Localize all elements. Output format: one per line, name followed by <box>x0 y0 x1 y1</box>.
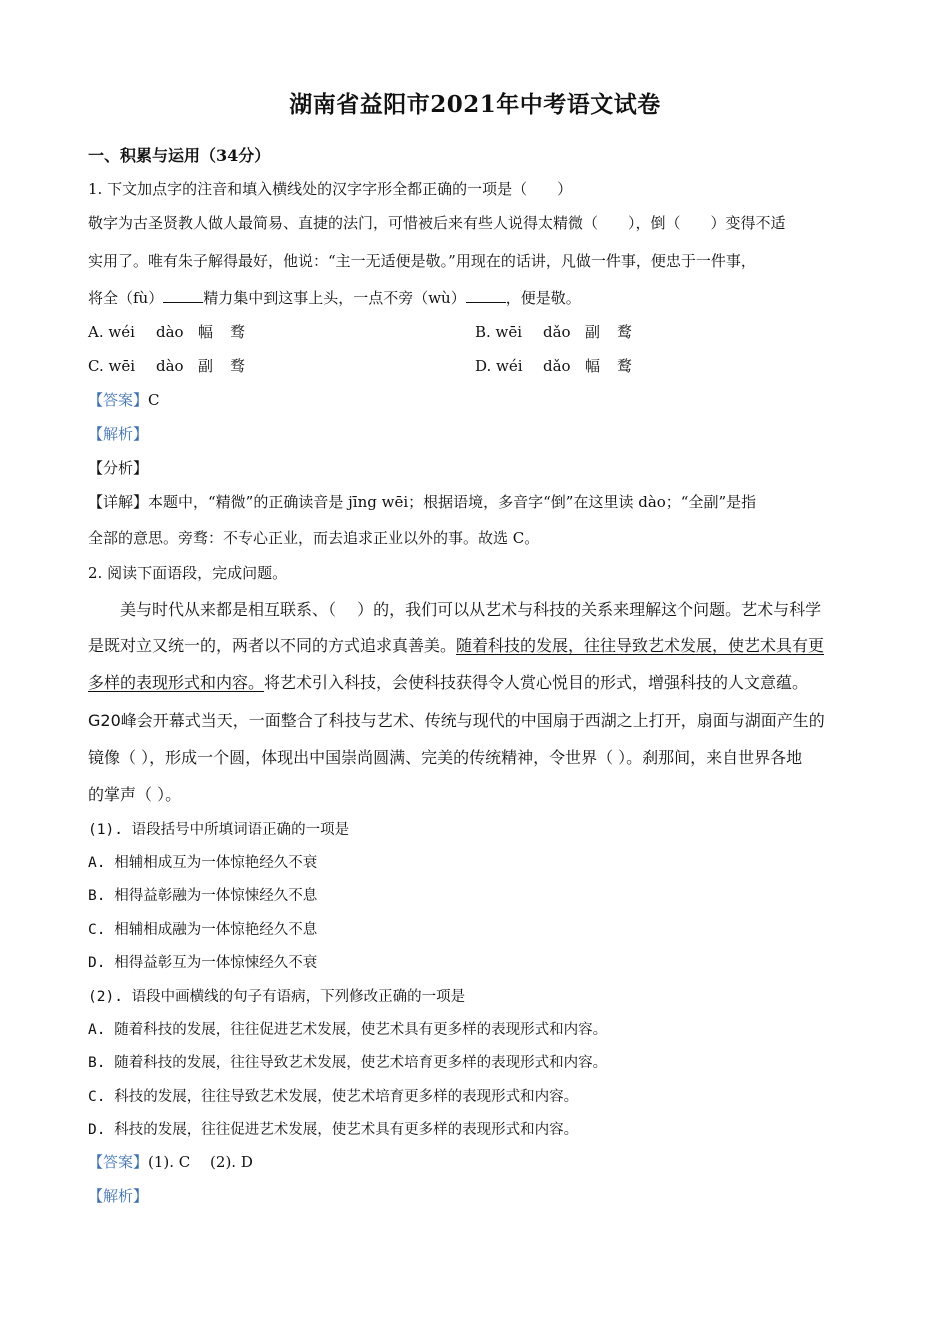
answer-value: (1). C (2). D <box>148 1153 253 1171</box>
option-pinyin-2: dào <box>156 357 184 375</box>
answer-tag: 【答案】 <box>88 391 149 409</box>
section-heading: 一、积累与运用（34分） <box>88 146 271 165</box>
q1-option-c <box>88 355 245 376</box>
q2-analysis-tag: 【解析】 <box>88 1187 149 1205</box>
option-pinyin-1: D. wéi <box>475 357 523 375</box>
option-char-1: 副 <box>585 323 601 341</box>
option-char-2: 骛 <box>230 323 246 341</box>
answer-tag: 【答案】 <box>88 1153 149 1171</box>
q2-sub2-option-c: C. 科技的发展，往往导致艺术发展，使艺术培育更多样的表现形式和内容。 <box>88 1089 579 1105</box>
q2-sub1-option-b: B. 相得益彰融为一体惊悚经久不息 <box>88 888 318 904</box>
q1-stem: 1. 下文加点字的注音和填入横线处的汉字字形全都正确的一项是（ ） <box>88 180 573 198</box>
q2-sub2-option-d: D. 科技的发展，往往促进艺术发展，使艺术具有更多样的表现形式和内容。 <box>88 1122 579 1138</box>
q1-passage-text: 精力集中到这事上头，一点不旁（wù） <box>203 289 466 307</box>
page-title: 湖南省益阳市2021年中考语文试卷 <box>289 91 661 118</box>
q2-passage-line-2 <box>88 633 824 656</box>
q1-option-a <box>88 321 245 342</box>
option-pinyin-2: dǎo <box>543 357 571 375</box>
fill-blank <box>163 288 203 303</box>
passage-text: 是既对立又统一的，两者以不同的方式追求真善美。 <box>88 636 457 655</box>
option-char-2: 鹜 <box>617 323 633 341</box>
q2-passage-line-1: 美与时代从来都是相互联系、（ ）的，我们可以从艺术与科技的关系来理解这个问题。艺术与科学 <box>120 600 822 619</box>
option-char-1: 幅 <box>585 357 601 375</box>
underlined-sentence: 随着科技的发展，往往导致艺术发展，使艺术具有更 <box>456 636 825 655</box>
option-pinyin-1: C. wēi <box>88 357 135 375</box>
detail-tag: 【详解】 <box>88 493 149 511</box>
q2-passage-line-6: 的掌声（ ）。 <box>88 785 182 804</box>
q2-answer <box>88 1151 253 1172</box>
q1-detail-line-2: 全部的意思。旁骛：不专心正业，而去追求正业以外的事。故选 C。 <box>88 529 540 547</box>
fill-blank <box>466 288 506 303</box>
q2-sub1-option-a: A. 相辅相成互为一体惊艳经久不衰 <box>88 855 318 871</box>
q2-passage-line-3 <box>88 670 808 693</box>
q2-passage-line-5: 镜像（ ），形成一个圆，体现出中国崇尚圆满、完美的传统精神，令世界（ ）。刹那间，来自世界各地 <box>88 748 803 767</box>
option-char-2: 鹜 <box>617 357 633 375</box>
q2-stem: 2. 阅读下面语段，完成问题。 <box>88 564 288 582</box>
q2-passage-line-4: G20峰会开幕式当天，一面整合了科技与艺术、传统与现代的中国扇于西湖之上打开，扇面与湖面产生的 <box>88 711 825 730</box>
q1-option-b <box>475 321 632 342</box>
q2-sub1-option-c: C. 相辅相成融为一体惊艳经久不息 <box>88 922 318 938</box>
q1-fenxi-tag: 【分析】 <box>88 459 149 477</box>
q1-option-d <box>475 355 632 376</box>
q1-analysis-tag: 【解析】 <box>88 425 149 443</box>
passage-text: 将艺术引入科技，会使科技获得令人赏心悦目的形式，增强科技的人文意蕴。 <box>264 673 809 692</box>
answer-value: C <box>148 391 160 409</box>
q2-sub2-stem: (2). 语段中画横线的句子有语病，下列修改正确的一项是 <box>88 989 466 1005</box>
q1-passage-line-3 <box>88 287 581 308</box>
q1-passage-text: ，便是敬。 <box>505 289 581 307</box>
q2-sub1-stem: (1). 语段括号中所填词语正确的一项是 <box>88 822 350 838</box>
q1-detail-line-1 <box>88 491 756 512</box>
option-pinyin-1: A. wéi <box>88 323 135 341</box>
option-char-2: 骛 <box>230 357 246 375</box>
q1-answer <box>88 389 160 410</box>
option-pinyin-2: dào <box>156 323 184 341</box>
option-char-1: 幅 <box>198 323 214 341</box>
q2-sub2-option-b: B. 随着科技的发展，往往导致艺术发展，使艺术培育更多样的表现形式和内容。 <box>88 1055 608 1071</box>
q2-sub2-option-a: A. 随着科技的发展，往往促进艺术发展，使艺术具有更多样的表现形式和内容。 <box>88 1022 608 1038</box>
detail-text: 本题中，“精微”的正确读音是 jīng wēi；根据语境，多音字“倒”在这里读 dào；“全副”是指 <box>148 493 757 511</box>
option-pinyin-1: B. wēi <box>475 323 523 341</box>
q1-passage-line-2: 实用了。唯有朱子解得最好，他说：“主一无适便是敬。”用现在的话讲，凡做一件事，便忠于一件事， <box>88 252 756 270</box>
underlined-sentence: 多样的表现形式和内容。 <box>88 673 265 692</box>
option-char-1: 副 <box>198 357 214 375</box>
q2-sub1-option-d: D. 相得益彰互为一体惊悚经久不衰 <box>88 955 318 971</box>
q1-passage-line-1: 敬字为古圣贤教人做人最简易、直捷的法门，可惜被后来有些人说得太精微（ ），倒（ ）变得不适 <box>88 214 786 232</box>
q1-passage-text: 将全（fù） <box>88 289 164 307</box>
option-pinyin-2: dǎo <box>543 323 571 341</box>
